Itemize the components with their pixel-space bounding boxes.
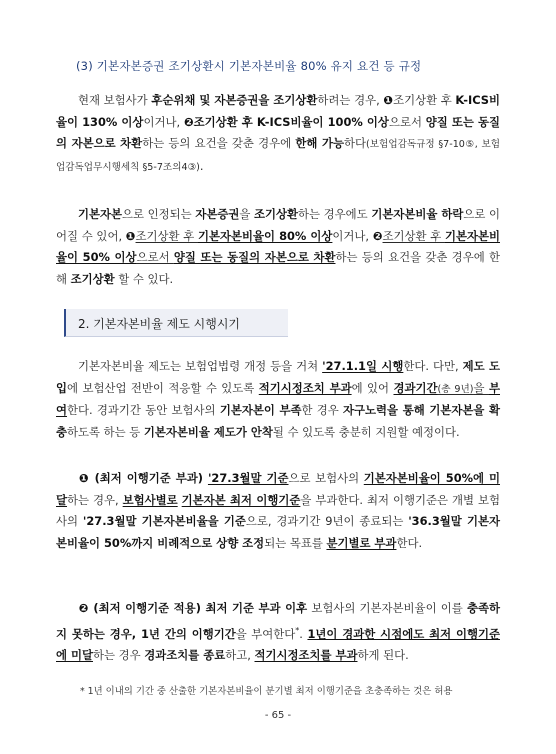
regulation-reference: (보험업감독규정 §7-10⑤, 보험업감독업무시행세칙 §5-7조의4③)	[56, 139, 500, 173]
text: 으로 이어질 수 있어,	[56, 207, 500, 243]
text-bold: 자구노력을 통해 기본자본을 확충	[56, 403, 500, 439]
text-bold: 조기상환	[70, 271, 115, 286]
text-bold: 충족하지 못하는 경우, 1년 간의 이행기간	[56, 601, 500, 641]
text-bold-underlined: 기본자본 최저 이행기준	[181, 492, 301, 507]
paragraph-basic-capital-redemption	[56, 204, 500, 290]
text-bold: (최저 이행기준 부과)	[89, 471, 208, 485]
circled-number-1: ❶	[78, 471, 90, 485]
section-heading: 2. 기본자본비율 제도 시행시기	[78, 317, 240, 331]
text: 을 부여한다	[235, 626, 296, 641]
text-bold: 기본자본비율 제도가 안착	[143, 424, 273, 439]
text: 하도록 하는 등	[67, 424, 144, 439]
text: 이거나,	[143, 114, 184, 129]
text: 하려는 경우,	[317, 93, 384, 107]
text-bold: '36.3월말 기본자본비율이 50%까지 비례적으로 상향 조정	[56, 514, 500, 550]
text-underlined: 조기상환 후	[135, 228, 198, 243]
subsection-heading: (3) 기본자본증권 조기상환시 기본자본비율 80% 유지 요건 등 규정	[76, 59, 422, 73]
text: 한다.	[396, 535, 423, 550]
text-bold-underlined: '27.3월말 기준	[207, 471, 289, 485]
circled-number-2: ❷	[78, 601, 89, 615]
text: 으로서	[388, 114, 426, 129]
text: 을 부과한다. 최저 이행기준은 개별 보험사의	[56, 492, 500, 528]
text-underlined: 조기상환 후	[382, 228, 445, 243]
text-underlined: (총 9년)	[437, 383, 474, 395]
text: 하는 경우,	[67, 492, 123, 507]
text: 할 수 있다.	[114, 271, 174, 286]
footnote: * 1년 이내의 기간 중 산출한 기본자본비율이 분기별 최저 이행기준을 초충족하는 것은 허용	[80, 686, 453, 697]
text-bold: 양질 또는 동질의 자본으로 차환	[56, 114, 500, 150]
text: 현재 보험사가	[78, 93, 152, 107]
text-bold: (최저 이행기준 적용) 최저 기준 부과 이후	[88, 601, 308, 615]
text-bold: 조기상환 후 K-ICS비율이 100% 이상	[193, 114, 389, 129]
text-underlined: 으로서	[136, 250, 174, 264]
text: 하는 경우	[92, 647, 145, 662]
paragraph-early-redemption-current	[56, 90, 500, 178]
paragraph-implementation-timing	[56, 356, 500, 443]
text: .	[299, 626, 308, 641]
text-bold-underlined: 1년이 경과한 시점에도 최저 이행기준에 미달	[56, 626, 500, 662]
circled-number-2: ❷	[372, 228, 383, 243]
text: 될 수 있도록 충분히 지원할 예정이다.	[272, 424, 460, 439]
text: 이거나,	[332, 228, 373, 243]
text-bold-underlined: 적기시정조치 부과	[258, 380, 352, 395]
page-number: - 65 -	[264, 710, 292, 721]
text: 보험사의 기본자본비율이 이를	[307, 601, 467, 615]
circled-number-1: ❶	[125, 228, 136, 243]
text-bold: '27.3월말 기본자본비율을 기준	[82, 514, 246, 528]
circled-number-2: ❷	[183, 114, 194, 129]
text-bold-underlined: 경과기간	[393, 380, 438, 395]
text: 으로 인정되는	[122, 207, 196, 221]
circled-number-1: ❶	[383, 93, 394, 107]
text: 하고,	[225, 647, 255, 662]
text-bold: 경과조치를 종료	[144, 647, 226, 662]
text-bold-underlined: 기본자본비율이 50% 이상	[56, 228, 500, 264]
text: 조기상환 후	[393, 93, 456, 107]
text: 되는 목표를	[264, 535, 327, 550]
paragraph-minimum-standard-application	[56, 598, 500, 666]
text: .	[199, 158, 204, 173]
text: 으로, 경과기간 9년이 종료되는	[245, 514, 409, 528]
text: 하다	[344, 136, 367, 150]
text-bold: 후순위채 및 자본증권을 조기상환	[151, 93, 318, 107]
paragraph-minimum-standard	[56, 468, 500, 554]
text-underlined: 을	[473, 380, 489, 395]
text-bold: 제도 도입	[56, 359, 501, 395]
text: 을	[239, 207, 254, 221]
text-bold: 기본자본	[78, 207, 123, 221]
text-bold-underlined: 기본자본비율이 80% 이상	[197, 228, 333, 243]
text-bold-underlined: 분기별로 부과	[326, 535, 397, 550]
section-heading-box	[64, 309, 288, 337]
text-bold: 자본증권	[195, 207, 240, 221]
text-bold: 기본자본이 부족	[219, 403, 302, 417]
text: 기본자본비율 제도는 보험업법령 개정 등을 거쳐	[78, 359, 323, 373]
text: 한 경우	[301, 403, 344, 417]
text: 으로 보험사의	[288, 471, 364, 485]
text: 하는 등의 요건을 갖춘 경우에 한해	[56, 250, 500, 286]
text-bold: 기본자본비율 하락	[371, 207, 464, 221]
text: 에 있어	[351, 380, 394, 395]
text-bold: K-ICS비율이 130% 이상	[56, 93, 500, 129]
text-bold-underlined: 기본자본비율이 50%에 미달	[56, 471, 500, 507]
text-bold-underlined: 보험사별로	[122, 492, 178, 507]
text-bold-underlined: '27.1.1일 시행	[322, 359, 404, 373]
text: 하는 등의 요건을 갖춘 경우에	[142, 136, 296, 150]
footnote-marker: *	[295, 625, 300, 635]
text: 에 보험산업 전반이 적응할 수 있도록	[67, 380, 259, 395]
text-bold: 한해 가능	[295, 136, 345, 150]
text: 한다. 경과기간 동안 보험사의	[67, 403, 220, 417]
text-bold-underlined: 적기시정조치를 부과	[254, 647, 358, 662]
text-bold-underlined: 부여	[56, 380, 500, 417]
text: 하는 경우에도	[298, 207, 372, 221]
text-bold-underlined: 양질 또는 동질의 자본으로 차환	[173, 250, 336, 264]
text: 한다. 다만,	[403, 359, 463, 373]
text: 하게 된다.	[357, 647, 409, 662]
text-bold: 조기상환	[254, 207, 299, 221]
